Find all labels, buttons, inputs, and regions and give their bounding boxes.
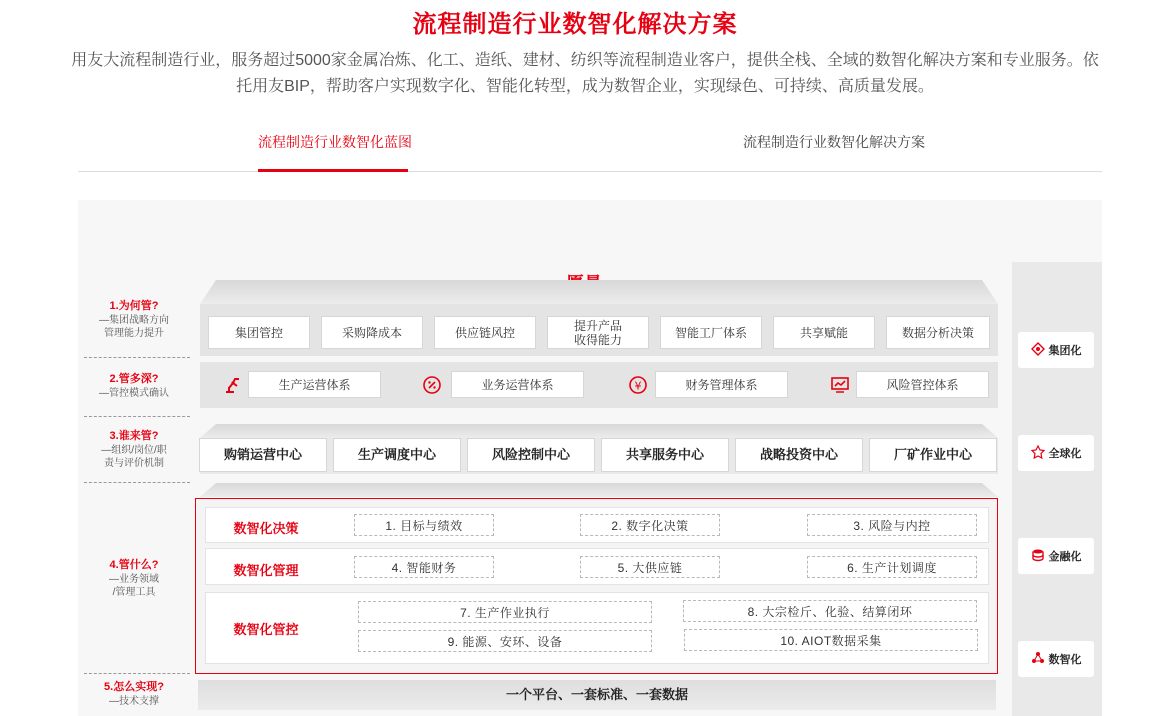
question-how bbox=[78, 681, 190, 708]
pill-finance[interactable] bbox=[1018, 538, 1094, 574]
goal-box: 共享赋能 bbox=[773, 316, 875, 349]
svg-text:¥: ¥ bbox=[634, 379, 642, 393]
goal-box: 集团管控 bbox=[208, 316, 310, 349]
goal-box: 提升产品 收得能力 bbox=[547, 316, 649, 349]
center-box: 生产调度中心 bbox=[333, 438, 461, 472]
domain-item: 7. 生产作业执行 bbox=[358, 601, 652, 623]
divider bbox=[84, 482, 190, 483]
domain-item: 6. 生产计划调度 bbox=[807, 556, 977, 578]
row-label: 数智化管理 bbox=[233, 563, 299, 578]
yen-icon bbox=[627, 374, 649, 396]
system-box: 风险管控体系 bbox=[856, 371, 989, 398]
goal-box: 数据分析决策 bbox=[886, 316, 990, 349]
pill-label: 全球化 bbox=[1048, 448, 1082, 460]
pill-digital[interactable] bbox=[1018, 641, 1094, 677]
goal-box: 采购降成本 bbox=[321, 316, 423, 349]
center-box: 共享服务中心 bbox=[601, 438, 729, 472]
robot-arm-icon bbox=[222, 374, 244, 396]
finance-icon bbox=[1031, 548, 1045, 565]
tab-bar bbox=[78, 120, 1102, 172]
percent-badge-icon bbox=[421, 374, 443, 396]
rows-roof bbox=[200, 483, 998, 497]
global-icon bbox=[1031, 445, 1045, 462]
pill-group[interactable] bbox=[1018, 332, 1094, 368]
question-desc: —集团战略方向 管理能力提升 bbox=[99, 315, 169, 339]
platform-bar: 一个平台、一套标准、一套数据 bbox=[198, 680, 996, 710]
center-box: 厂矿作业中心 bbox=[869, 438, 997, 472]
question-title: 2.管多深? bbox=[109, 373, 159, 385]
divider bbox=[84, 357, 190, 358]
goal-box: 供应链风控 bbox=[434, 316, 536, 349]
divider bbox=[84, 673, 190, 674]
centers-roof bbox=[200, 424, 998, 438]
question-title: 3.谁来管? bbox=[109, 430, 159, 442]
question-title: 1.为何管? bbox=[109, 300, 159, 312]
question-desc: —业务领域 /管理工具 bbox=[109, 574, 159, 598]
question-desc: —管控模式确认 bbox=[99, 388, 169, 399]
digital-icon bbox=[1031, 651, 1045, 668]
tab-solutions[interactable]: 流程制造行业数智化解决方案 bbox=[743, 134, 925, 150]
pill-label: 数智化 bbox=[1048, 654, 1082, 666]
question-who bbox=[78, 430, 190, 470]
domain-item: 8. 大宗检斤、化验、结算闭环 bbox=[683, 600, 977, 622]
domain-item: 4. 智能财务 bbox=[354, 556, 494, 578]
group-icon bbox=[1031, 342, 1045, 359]
system-box: 业务运营体系 bbox=[451, 371, 584, 398]
domain-item: 9. 能源、安环、设备 bbox=[358, 630, 652, 652]
tab-blueprint[interactable]: 流程制造行业数智化蓝图 bbox=[258, 134, 412, 150]
system-box: 生产运营体系 bbox=[248, 371, 381, 398]
active-tab-indicator bbox=[258, 169, 408, 172]
pill-label: 金融化 bbox=[1048, 551, 1082, 563]
domain-item: 1. 目标与绩效 bbox=[354, 514, 494, 536]
center-box: 战略投资中心 bbox=[735, 438, 863, 472]
goal-box: 智能工厂体系 bbox=[660, 316, 762, 349]
center-box: 购销运营中心 bbox=[199, 438, 327, 472]
domain-item: 10. AIOT数据采集 bbox=[684, 629, 978, 651]
question-desc: —技术支撑 bbox=[109, 696, 159, 707]
domain-item: 2. 数字化决策 bbox=[580, 514, 720, 536]
domain-item: 5. 大供应链 bbox=[580, 556, 720, 578]
pill-label: 集团化 bbox=[1048, 345, 1082, 357]
divider bbox=[84, 416, 190, 417]
question-title: 5.怎么实现? bbox=[104, 681, 164, 693]
monitor-chart-icon bbox=[829, 374, 851, 396]
question-what bbox=[78, 559, 190, 599]
system-box: 财务管理体系 bbox=[655, 371, 788, 398]
vision-roof bbox=[200, 280, 998, 304]
row-label: 数智化管控 bbox=[233, 622, 299, 637]
question-title: 4.管什么? bbox=[109, 559, 159, 571]
intro-text: 用友大流程制造行业，服务超过5000家金属冶炼、化工、造纸、建材、纺织等流程制造业客户，提供全栈、全域的数智化解决方案和专业服务。依托用友BIP，帮助客户实现数字化、智能化转型，成为数智企业，实现绿色、可持续、高质量发展。 bbox=[71, 52, 1099, 95]
pill-global[interactable] bbox=[1018, 435, 1094, 471]
center-box: 风险控制中心 bbox=[467, 438, 595, 472]
question-why bbox=[78, 300, 190, 340]
question-how-deep bbox=[78, 373, 190, 400]
question-desc: —组织/岗位/职 责与评价机制 bbox=[101, 445, 167, 469]
row-label: 数智化决策 bbox=[233, 521, 299, 536]
domain-item: 3. 风险与内控 bbox=[807, 514, 977, 536]
page-title: 流程制造行业数智化解决方案 bbox=[412, 11, 738, 38]
